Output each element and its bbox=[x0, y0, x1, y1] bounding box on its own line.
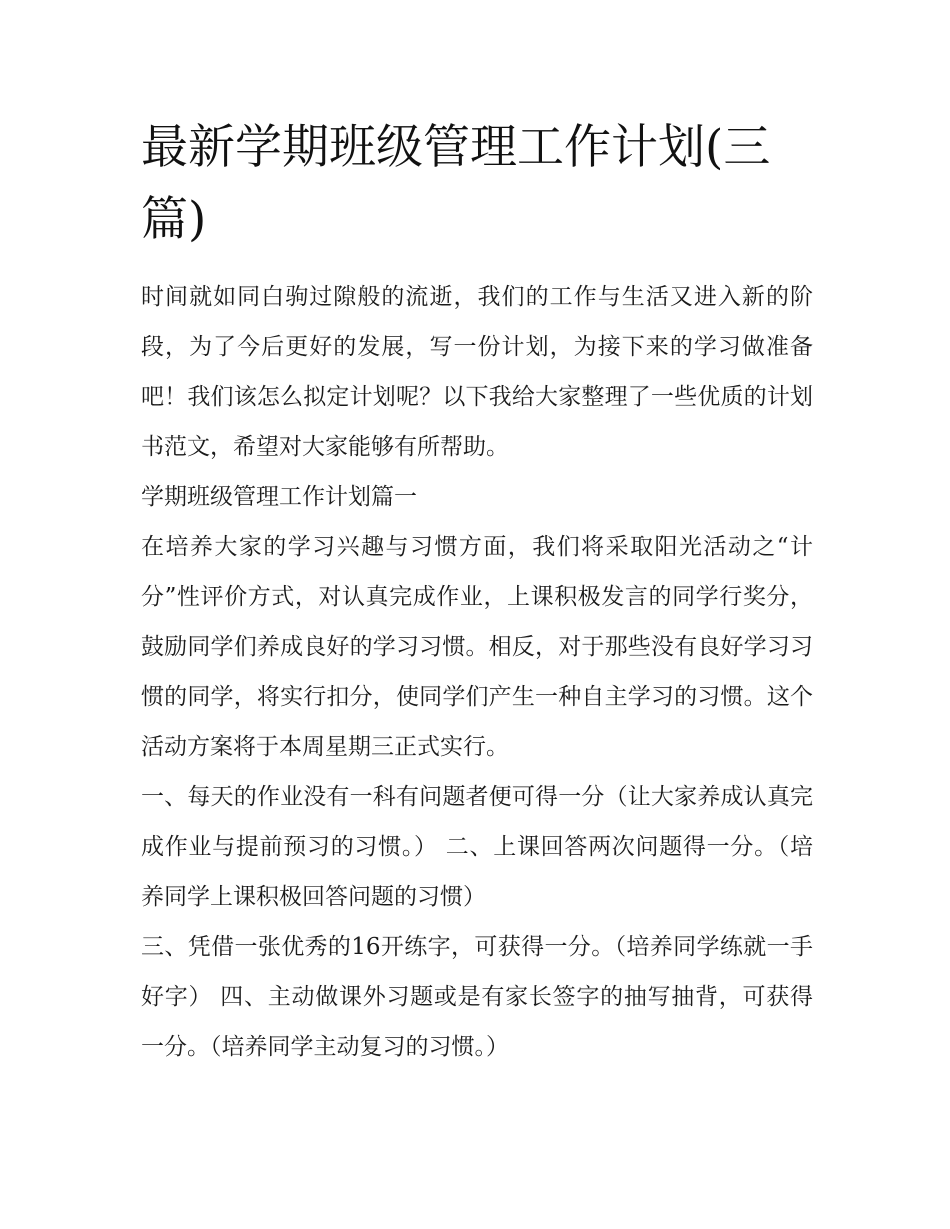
document-title: 最新学期班级管理工作计划(三篇) bbox=[141, 120, 771, 247]
body-paragraph: 在培养大家的学习兴趣与习惯方面，我们将采取阳光活动之“计分”性评价方式，对认真完成作业，上课积极发言的同学行奖分，鼓励同学们养成良好的学习习惯。相反，对于那些没有良好学习习惯的同学，将实行扣分，使同学们产生一种自主学习的习惯。这个活动方案将于本周星期三正式实行。 bbox=[141, 534, 813, 760]
intro-paragraph: 时间就如同白驹过隙般的流逝，我们的工作与生活又进入新的阶段，为了今后更好的发展，写一份计划，为接下来的学习做准备吧！我们该怎么拟定计划呢？以下我给大家整理了一些优质的计划书范文，希望对大家能够有所帮助。 bbox=[141, 284, 813, 460]
section-heading: 学期班级管理工作计划篇一 bbox=[141, 484, 417, 510]
document-content bbox=[141, 112, 813, 1072]
document-body bbox=[141, 272, 813, 1072]
list-paragraph: 三、凭借一张优秀的16开练字，可获得一分。（培养同学练就一手好字） 四、主动做课外习题或是有家长签字的抽写抽背，可获得一分。（培养同学主动复习的习惯。） bbox=[141, 934, 813, 1060]
list-paragraph: 一、每天的作业没有一科有问题者便可得一分（让大家养成认真完成作业与提前预习的习惯。） 二、上课回答两次问题得一分。（培养同学上课积极回答问题的习惯） bbox=[141, 784, 813, 910]
